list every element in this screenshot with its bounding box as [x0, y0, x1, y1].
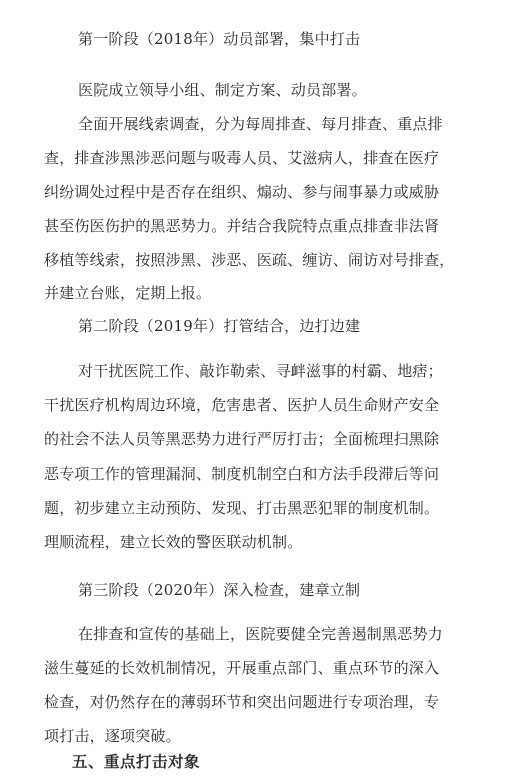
stage3-line-1: 在排查和宣传的基础上，医院要健全完善遏制黑恶势力: [78, 625, 443, 643]
stage1-line-6: 移植等线索，按照涉黑、涉恶、医疏、缠访、闹访对号排查，: [44, 251, 455, 269]
stage2-line-2: 干扰医疗机构周边环境，危害患者、医护人员生命财产安全: [44, 396, 440, 414]
stage2-line-4: 恶专项工作的管理漏洞、制度机制空白和方法手段滞后等问: [44, 465, 440, 483]
stage2-line-6: 理顺流程，建立长效的警医联动机制。: [44, 533, 303, 551]
stage3-line-4: 项打击，逐项突破。: [44, 727, 181, 745]
stage1-line-4: 纠纷调处过程中是否存在组织、煽动、参与闹事暴力或威胁: [44, 183, 440, 201]
stage2-line-1: 对干扰医院工作、敲诈勒索、寻衅滋事的村霸、地痞；: [78, 362, 443, 380]
stage2-title: 第二阶段（2019年）打管结合，边打边建: [78, 317, 361, 335]
stage1-line-7: 并建立台账，定期上报。: [44, 284, 212, 302]
section5-heading: 五、重点打击对象: [72, 752, 201, 771]
stage1-line-5: 甚至伤医伤护的黑恶势力。并结合我院特点重点排查非法肾: [44, 217, 440, 235]
stage3-line-3: 检查，对仍然存在的薄弱环节和突出问题进行专项治理，专: [44, 693, 440, 711]
stage2-line-5: 题，初步建立主动预防、发现、打击黑恶犯罪的制度机制。: [44, 499, 440, 517]
stage1-line-1: 医院成立领导小组、制定方案、动员部署。: [78, 81, 367, 99]
stage1-line-3: 查，排查涉黑涉恶问题与吸毒人员、艾滋病人，排查在医疗: [44, 149, 440, 167]
stage2-line-3: 的社会不法人员等黑恶势力进行严厉打击；全面梳理扫黑除: [44, 430, 440, 448]
stage3-line-2: 滋生蔓延的长效机制情况，开展重点部门、重点环节的深入: [44, 659, 440, 677]
stage1-line-2: 全面开展线索调查，分为每周排查、每月排查、重点排: [78, 115, 443, 133]
stage1-title: 第一阶段（2018年）动员部署，集中打击: [78, 30, 361, 48]
stage3-title: 第三阶段（2020年）深入检查，建章立制: [78, 581, 361, 599]
